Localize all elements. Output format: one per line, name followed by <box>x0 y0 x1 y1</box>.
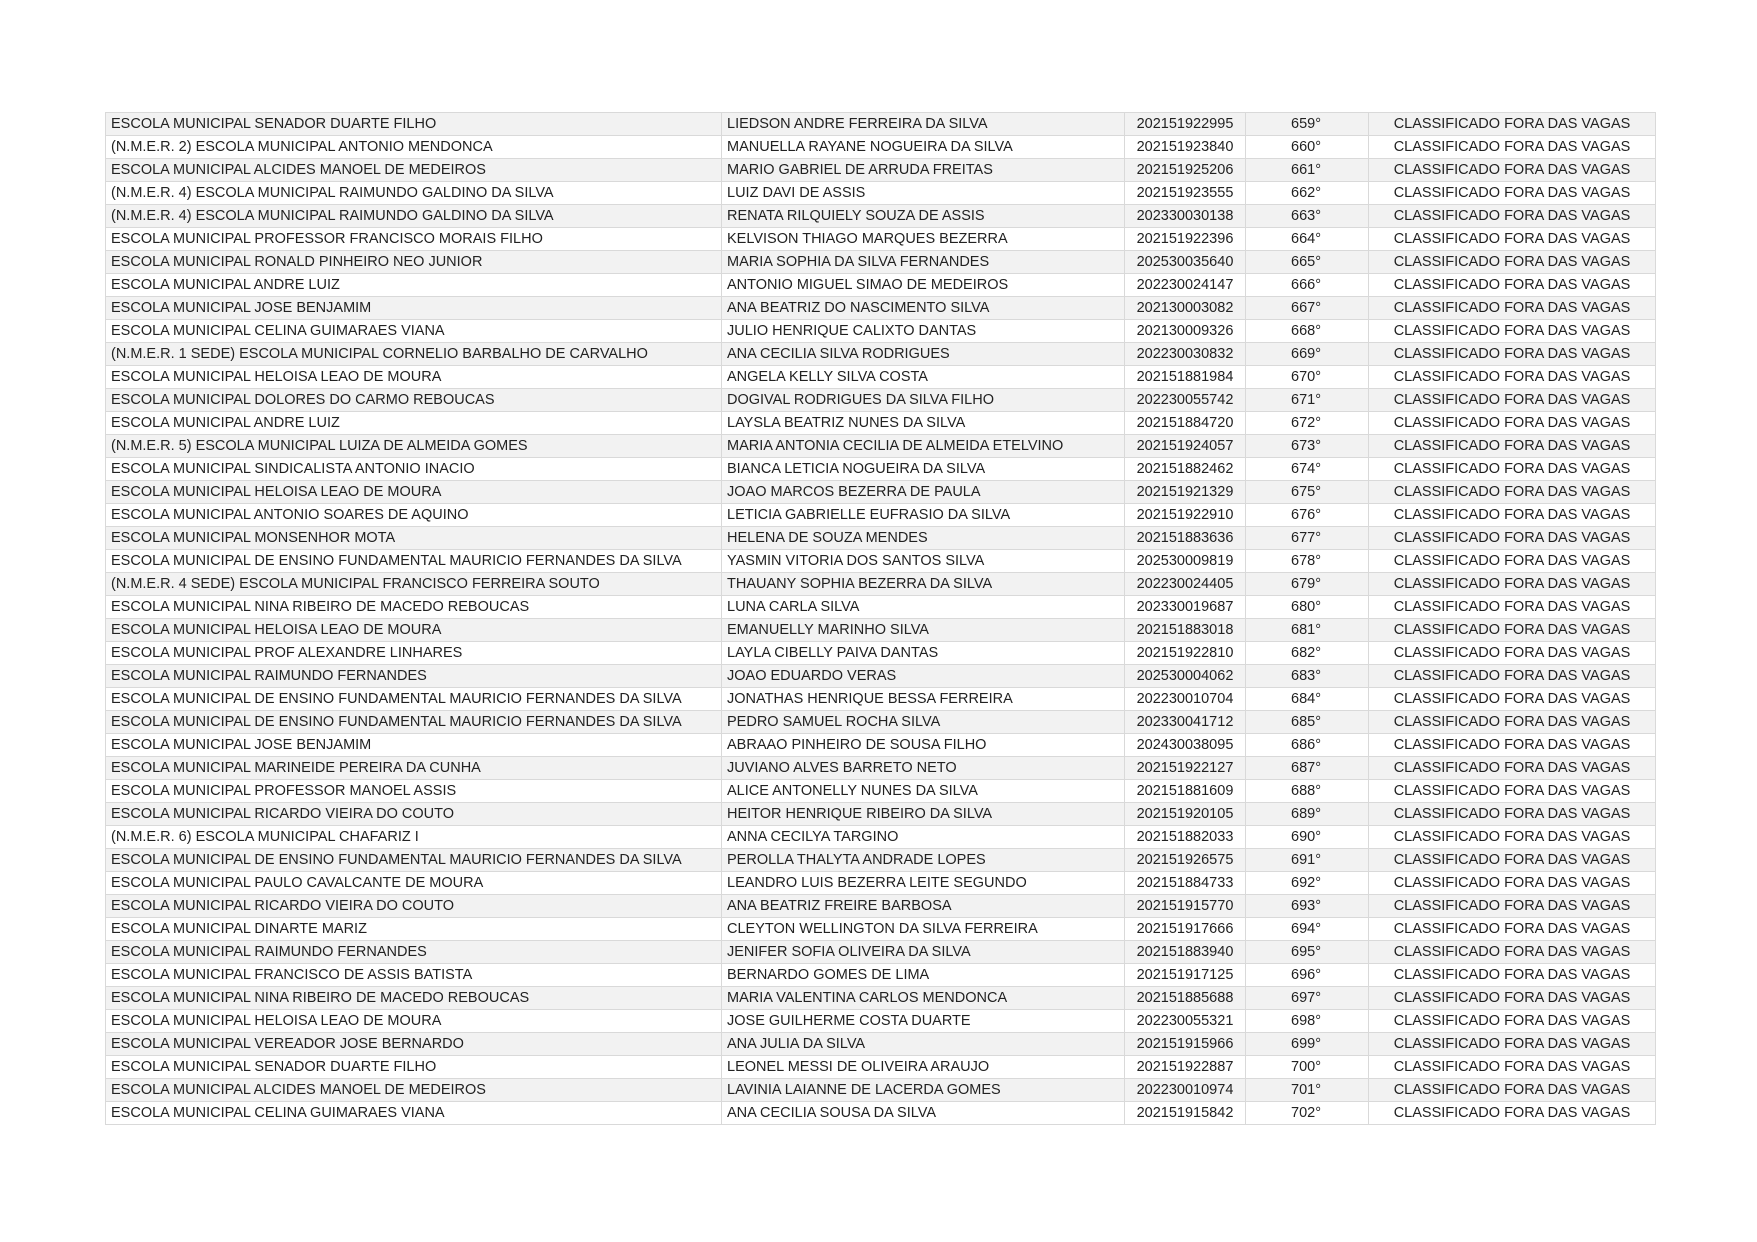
rank-cell: 670° <box>1246 366 1369 389</box>
status-cell: CLASSIFICADO FORA DAS VAGAS <box>1369 849 1656 872</box>
table-row <box>106 550 1656 573</box>
registration-cell: 202151882462 <box>1125 458 1246 481</box>
school-cell: ESCOLA MUNICIPAL SENADOR DUARTE FILHO <box>106 1056 722 1079</box>
classification-table <box>105 112 1656 1125</box>
rank-cell: 679° <box>1246 573 1369 596</box>
school-cell: ESCOLA MUNICIPAL DE ENSINO FUNDAMENTAL MAURICIO FERNANDES DA SILVA <box>106 711 722 734</box>
student-name-cell: JOAO EDUARDO VERAS <box>722 665 1125 688</box>
table-row <box>106 734 1656 757</box>
registration-cell: 202151926575 <box>1125 849 1246 872</box>
school-cell: ESCOLA MUNICIPAL HELOISA LEAO DE MOURA <box>106 481 722 504</box>
rank-cell: 659° <box>1246 113 1369 136</box>
table-row <box>106 251 1656 274</box>
rank-cell: 666° <box>1246 274 1369 297</box>
registration-cell: 202151915770 <box>1125 895 1246 918</box>
school-cell: ESCOLA MUNICIPAL ANDRE LUIZ <box>106 274 722 297</box>
rank-cell: 661° <box>1246 159 1369 182</box>
table-row <box>106 665 1656 688</box>
table-row <box>106 1102 1656 1125</box>
student-name-cell: LEONEL MESSI DE OLIVEIRA ARAUJO <box>722 1056 1125 1079</box>
table-row <box>106 297 1656 320</box>
student-name-cell: PEROLLA THALYTA ANDRADE LOPES <box>722 849 1125 872</box>
table-row <box>106 964 1656 987</box>
registration-cell: 202230024405 <box>1125 573 1246 596</box>
table-row <box>106 573 1656 596</box>
student-name-cell: RENATA RILQUIELY SOUZA DE ASSIS <box>722 205 1125 228</box>
registration-cell: 202151884733 <box>1125 872 1246 895</box>
rank-cell: 695° <box>1246 941 1369 964</box>
student-name-cell: ANA JULIA DA SILVA <box>722 1033 1125 1056</box>
rank-cell: 662° <box>1246 182 1369 205</box>
rank-cell: 676° <box>1246 504 1369 527</box>
registration-cell: 202330041712 <box>1125 711 1246 734</box>
table-row <box>106 228 1656 251</box>
table-row <box>106 366 1656 389</box>
table-row <box>106 504 1656 527</box>
status-cell: CLASSIFICADO FORA DAS VAGAS <box>1369 320 1656 343</box>
table-body <box>106 113 1656 1125</box>
student-name-cell: JOAO MARCOS BEZERRA DE PAULA <box>722 481 1125 504</box>
status-cell: CLASSIFICADO FORA DAS VAGAS <box>1369 596 1656 619</box>
registration-cell: 202151922910 <box>1125 504 1246 527</box>
student-name-cell: MANUELLA RAYANE NOGUEIRA DA SILVA <box>722 136 1125 159</box>
school-cell: ESCOLA MUNICIPAL ANTONIO SOARES DE AQUINO <box>106 504 722 527</box>
status-cell: CLASSIFICADO FORA DAS VAGAS <box>1369 918 1656 941</box>
rank-cell: 663° <box>1246 205 1369 228</box>
status-cell: CLASSIFICADO FORA DAS VAGAS <box>1369 665 1656 688</box>
registration-cell: 202330030138 <box>1125 205 1246 228</box>
student-name-cell: LIEDSON ANDRE FERREIRA DA SILVA <box>722 113 1125 136</box>
rank-cell: 680° <box>1246 596 1369 619</box>
table-row <box>106 711 1656 734</box>
school-cell: ESCOLA MUNICIPAL PAULO CAVALCANTE DE MOURA <box>106 872 722 895</box>
student-name-cell: LETICIA GABRIELLE EUFRASIO DA SILVA <box>722 504 1125 527</box>
rank-cell: 672° <box>1246 412 1369 435</box>
school-cell: ESCOLA MUNICIPAL VEREADOR JOSE BERNARDO <box>106 1033 722 1056</box>
status-cell: CLASSIFICADO FORA DAS VAGAS <box>1369 1010 1656 1033</box>
registration-cell: 202151920105 <box>1125 803 1246 826</box>
table-row <box>106 688 1656 711</box>
rank-cell: 687° <box>1246 757 1369 780</box>
table-row <box>106 849 1656 872</box>
school-cell: ESCOLA MUNICIPAL JOSE BENJAMIM <box>106 297 722 320</box>
rank-cell: 674° <box>1246 458 1369 481</box>
school-cell: ESCOLA MUNICIPAL NINA RIBEIRO DE MACEDO REBOUCAS <box>106 987 722 1010</box>
student-name-cell: LAVINIA LAIANNE DE LACERDA GOMES <box>722 1079 1125 1102</box>
status-cell: CLASSIFICADO FORA DAS VAGAS <box>1369 642 1656 665</box>
school-cell: ESCOLA MUNICIPAL RAIMUNDO FERNANDES <box>106 665 722 688</box>
rank-cell: 682° <box>1246 642 1369 665</box>
rank-cell: 700° <box>1246 1056 1369 1079</box>
student-name-cell: LAYLA CIBELLY PAIVA DANTAS <box>722 642 1125 665</box>
status-cell: CLASSIFICADO FORA DAS VAGAS <box>1369 228 1656 251</box>
rank-cell: 660° <box>1246 136 1369 159</box>
table-row <box>106 596 1656 619</box>
registration-cell: 202151883940 <box>1125 941 1246 964</box>
table-row <box>106 320 1656 343</box>
student-name-cell: ANA CECILIA SOUSA DA SILVA <box>722 1102 1125 1125</box>
registration-cell: 202151924057 <box>1125 435 1246 458</box>
status-cell: CLASSIFICADO FORA DAS VAGAS <box>1369 389 1656 412</box>
school-cell: ESCOLA MUNICIPAL RAIMUNDO FERNANDES <box>106 941 722 964</box>
registration-cell: 202530035640 <box>1125 251 1246 274</box>
registration-cell: 202151883018 <box>1125 619 1246 642</box>
student-name-cell: ANTONIO MIGUEL SIMAO DE MEDEIROS <box>722 274 1125 297</box>
registration-cell: 202151915842 <box>1125 1102 1246 1125</box>
status-cell: CLASSIFICADO FORA DAS VAGAS <box>1369 113 1656 136</box>
table-row <box>106 1079 1656 1102</box>
school-cell: ESCOLA MUNICIPAL HELOISA LEAO DE MOURA <box>106 366 722 389</box>
school-cell: ESCOLA MUNICIPAL DE ENSINO FUNDAMENTAL MAURICIO FERNANDES DA SILVA <box>106 849 722 872</box>
rank-cell: 691° <box>1246 849 1369 872</box>
table-row <box>106 527 1656 550</box>
status-cell: CLASSIFICADO FORA DAS VAGAS <box>1369 458 1656 481</box>
status-cell: CLASSIFICADO FORA DAS VAGAS <box>1369 205 1656 228</box>
school-cell: ESCOLA MUNICIPAL DE ENSINO FUNDAMENTAL MAURICIO FERNANDES DA SILVA <box>106 688 722 711</box>
table-row <box>106 826 1656 849</box>
school-cell: ESCOLA MUNICIPAL SENADOR DUARTE FILHO <box>106 113 722 136</box>
rank-cell: 692° <box>1246 872 1369 895</box>
school-cell: (N.M.E.R. 6) ESCOLA MUNICIPAL CHAFARIZ I <box>106 826 722 849</box>
table-row <box>106 895 1656 918</box>
status-cell: CLASSIFICADO FORA DAS VAGAS <box>1369 527 1656 550</box>
rank-cell: 675° <box>1246 481 1369 504</box>
student-name-cell: ANGELA KELLY SILVA COSTA <box>722 366 1125 389</box>
rank-cell: 669° <box>1246 343 1369 366</box>
school-cell: ESCOLA MUNICIPAL SINDICALISTA ANTONIO INACIO <box>106 458 722 481</box>
status-cell: CLASSIFICADO FORA DAS VAGAS <box>1369 780 1656 803</box>
table-row <box>106 987 1656 1010</box>
school-cell: (N.M.E.R. 2) ESCOLA MUNICIPAL ANTONIO MENDONCA <box>106 136 722 159</box>
status-cell: CLASSIFICADO FORA DAS VAGAS <box>1369 297 1656 320</box>
rank-cell: 689° <box>1246 803 1369 826</box>
status-cell: CLASSIFICADO FORA DAS VAGAS <box>1369 941 1656 964</box>
school-cell: ESCOLA MUNICIPAL DINARTE MARIZ <box>106 918 722 941</box>
rank-cell: 664° <box>1246 228 1369 251</box>
school-cell: ESCOLA MUNICIPAL RICARDO VIEIRA DO COUTO <box>106 803 722 826</box>
school-cell: ESCOLA MUNICIPAL MARINEIDE PEREIRA DA CUNHA <box>106 757 722 780</box>
rank-cell: 699° <box>1246 1033 1369 1056</box>
registration-cell: 202230010704 <box>1125 688 1246 711</box>
status-cell: CLASSIFICADO FORA DAS VAGAS <box>1369 481 1656 504</box>
registration-cell: 202230030832 <box>1125 343 1246 366</box>
student-name-cell: LUNA CARLA SILVA <box>722 596 1125 619</box>
student-name-cell: KELVISON THIAGO MARQUES BEZERRA <box>722 228 1125 251</box>
rank-cell: 685° <box>1246 711 1369 734</box>
school-cell: ESCOLA MUNICIPAL HELOISA LEAO DE MOURA <box>106 619 722 642</box>
student-name-cell: JONATHAS HENRIQUE BESSA FERREIRA <box>722 688 1125 711</box>
rank-cell: 684° <box>1246 688 1369 711</box>
registration-cell: 202130003082 <box>1125 297 1246 320</box>
school-cell: ESCOLA MUNICIPAL RONALD PINHEIRO NEO JUNIOR <box>106 251 722 274</box>
rank-cell: 697° <box>1246 987 1369 1010</box>
rank-cell: 702° <box>1246 1102 1369 1125</box>
status-cell: CLASSIFICADO FORA DAS VAGAS <box>1369 619 1656 642</box>
registration-cell: 202530009819 <box>1125 550 1246 573</box>
registration-cell: 202151885688 <box>1125 987 1246 1010</box>
table-row <box>106 757 1656 780</box>
table-row <box>106 872 1656 895</box>
status-cell: CLASSIFICADO FORA DAS VAGAS <box>1369 366 1656 389</box>
school-cell: (N.M.E.R. 4 SEDE) ESCOLA MUNICIPAL FRANCISCO FERREIRA SOUTO <box>106 573 722 596</box>
rank-cell: 677° <box>1246 527 1369 550</box>
school-cell: ESCOLA MUNICIPAL PROFESSOR MANOEL ASSIS <box>106 780 722 803</box>
registration-cell: 202151922127 <box>1125 757 1246 780</box>
status-cell: CLASSIFICADO FORA DAS VAGAS <box>1369 1079 1656 1102</box>
student-name-cell: CLEYTON WELLINGTON DA SILVA FERREIRA <box>722 918 1125 941</box>
rank-cell: 688° <box>1246 780 1369 803</box>
rank-cell: 690° <box>1246 826 1369 849</box>
school-cell: ESCOLA MUNICIPAL MONSENHOR MOTA <box>106 527 722 550</box>
registration-cell: 202151917125 <box>1125 964 1246 987</box>
registration-cell: 202430038095 <box>1125 734 1246 757</box>
table-row <box>106 481 1656 504</box>
student-name-cell: ANA BEATRIZ DO NASCIMENTO SILVA <box>722 297 1125 320</box>
student-name-cell: JENIFER SOFIA OLIVEIRA DA SILVA <box>722 941 1125 964</box>
status-cell: CLASSIFICADO FORA DAS VAGAS <box>1369 895 1656 918</box>
school-cell: ESCOLA MUNICIPAL RICARDO VIEIRA DO COUTO <box>106 895 722 918</box>
table-row <box>106 941 1656 964</box>
student-name-cell: ABRAAO PINHEIRO DE SOUSA FILHO <box>722 734 1125 757</box>
table-row <box>106 780 1656 803</box>
status-cell: CLASSIFICADO FORA DAS VAGAS <box>1369 757 1656 780</box>
student-name-cell: MARIA ANTONIA CECILIA DE ALMEIDA ETELVINO <box>722 435 1125 458</box>
school-cell: ESCOLA MUNICIPAL JOSE BENJAMIM <box>106 734 722 757</box>
registration-cell: 202151881609 <box>1125 780 1246 803</box>
school-cell: ESCOLA MUNICIPAL NINA RIBEIRO DE MACEDO REBOUCAS <box>106 596 722 619</box>
status-cell: CLASSIFICADO FORA DAS VAGAS <box>1369 734 1656 757</box>
rank-cell: 686° <box>1246 734 1369 757</box>
registration-cell: 202151881984 <box>1125 366 1246 389</box>
table-row <box>106 182 1656 205</box>
rank-cell: 683° <box>1246 665 1369 688</box>
rank-cell: 668° <box>1246 320 1369 343</box>
school-cell: ESCOLA MUNICIPAL ANDRE LUIZ <box>106 412 722 435</box>
student-name-cell: MARIA VALENTINA CARLOS MENDONCA <box>722 987 1125 1010</box>
table-row <box>106 435 1656 458</box>
status-cell: CLASSIFICADO FORA DAS VAGAS <box>1369 573 1656 596</box>
rank-cell: 696° <box>1246 964 1369 987</box>
status-cell: CLASSIFICADO FORA DAS VAGAS <box>1369 251 1656 274</box>
student-name-cell: MARIA SOPHIA DA SILVA FERNANDES <box>722 251 1125 274</box>
registration-cell: 202230010974 <box>1125 1079 1246 1102</box>
status-cell: CLASSIFICADO FORA DAS VAGAS <box>1369 1033 1656 1056</box>
rank-cell: 694° <box>1246 918 1369 941</box>
status-cell: CLASSIFICADO FORA DAS VAGAS <box>1369 343 1656 366</box>
school-cell: ESCOLA MUNICIPAL ALCIDES MANOEL DE MEDEIROS <box>106 1079 722 1102</box>
registration-cell: 202151923555 <box>1125 182 1246 205</box>
status-cell: CLASSIFICADO FORA DAS VAGAS <box>1369 964 1656 987</box>
table-row <box>106 1010 1656 1033</box>
student-name-cell: EMANUELLY MARINHO SILVA <box>722 619 1125 642</box>
student-name-cell: LEANDRO LUIS BEZERRA LEITE SEGUNDO <box>722 872 1125 895</box>
student-name-cell: HEITOR HENRIQUE RIBEIRO DA SILVA <box>722 803 1125 826</box>
student-name-cell: BERNARDO GOMES DE LIMA <box>722 964 1125 987</box>
status-cell: CLASSIFICADO FORA DAS VAGAS <box>1369 274 1656 297</box>
school-cell: ESCOLA MUNICIPAL CELINA GUIMARAES VIANA <box>106 320 722 343</box>
rank-cell: 681° <box>1246 619 1369 642</box>
status-cell: CLASSIFICADO FORA DAS VAGAS <box>1369 435 1656 458</box>
table-row <box>106 205 1656 228</box>
status-cell: CLASSIFICADO FORA DAS VAGAS <box>1369 688 1656 711</box>
student-name-cell: ANNA CECILYA TARGINO <box>722 826 1125 849</box>
registration-cell: 202151922995 <box>1125 113 1246 136</box>
student-name-cell: LUIZ DAVI DE ASSIS <box>722 182 1125 205</box>
table-row <box>106 642 1656 665</box>
school-cell: (N.M.E.R. 4) ESCOLA MUNICIPAL RAIMUNDO GALDINO DA SILVA <box>106 205 722 228</box>
school-cell: (N.M.E.R. 5) ESCOLA MUNICIPAL LUIZA DE ALMEIDA GOMES <box>106 435 722 458</box>
registration-cell: 202151915966 <box>1125 1033 1246 1056</box>
school-cell: (N.M.E.R. 1 SEDE) ESCOLA MUNICIPAL CORNELIO BARBALHO DE CARVALHO <box>106 343 722 366</box>
status-cell: CLASSIFICADO FORA DAS VAGAS <box>1369 987 1656 1010</box>
status-cell: CLASSIFICADO FORA DAS VAGAS <box>1369 826 1656 849</box>
table-row <box>106 159 1656 182</box>
table-row <box>106 412 1656 435</box>
student-name-cell: ANA CECILIA SILVA RODRIGUES <box>722 343 1125 366</box>
school-cell: ESCOLA MUNICIPAL FRANCISCO DE ASSIS BATISTA <box>106 964 722 987</box>
table-row <box>106 458 1656 481</box>
student-name-cell: MARIO GABRIEL DE ARRUDA FREITAS <box>722 159 1125 182</box>
registration-cell: 202151883636 <box>1125 527 1246 550</box>
status-cell: CLASSIFICADO FORA DAS VAGAS <box>1369 872 1656 895</box>
registration-cell: 202230055321 <box>1125 1010 1246 1033</box>
status-cell: CLASSIFICADO FORA DAS VAGAS <box>1369 1056 1656 1079</box>
registration-cell: 202530004062 <box>1125 665 1246 688</box>
table-row <box>106 619 1656 642</box>
student-name-cell: ALICE ANTONELLY NUNES DA SILVA <box>722 780 1125 803</box>
rank-cell: 665° <box>1246 251 1369 274</box>
registration-cell: 202151882033 <box>1125 826 1246 849</box>
registration-cell: 202130009326 <box>1125 320 1246 343</box>
registration-cell: 202151884720 <box>1125 412 1246 435</box>
student-name-cell: JULIO HENRIQUE CALIXTO DANTAS <box>722 320 1125 343</box>
student-name-cell: JOSE GUILHERME COSTA DUARTE <box>722 1010 1125 1033</box>
rank-cell: 673° <box>1246 435 1369 458</box>
status-cell: CLASSIFICADO FORA DAS VAGAS <box>1369 159 1656 182</box>
rank-cell: 698° <box>1246 1010 1369 1033</box>
student-name-cell: THAUANY SOPHIA BEZERRA DA SILVA <box>722 573 1125 596</box>
status-cell: CLASSIFICADO FORA DAS VAGAS <box>1369 504 1656 527</box>
table-row <box>106 274 1656 297</box>
student-name-cell: ANA BEATRIZ FREIRE BARBOSA <box>722 895 1125 918</box>
student-name-cell: DOGIVAL RODRIGUES DA SILVA FILHO <box>722 389 1125 412</box>
rank-cell: 701° <box>1246 1079 1369 1102</box>
rank-cell: 678° <box>1246 550 1369 573</box>
registration-cell: 202151921329 <box>1125 481 1246 504</box>
table-row <box>106 1056 1656 1079</box>
student-name-cell: PEDRO SAMUEL ROCHA SILVA <box>722 711 1125 734</box>
student-name-cell: YASMIN VITORIA DOS SANTOS SILVA <box>722 550 1125 573</box>
registration-cell: 202230055742 <box>1125 389 1246 412</box>
registration-cell: 202151923840 <box>1125 136 1246 159</box>
table-row <box>106 918 1656 941</box>
status-cell: CLASSIFICADO FORA DAS VAGAS <box>1369 1102 1656 1125</box>
registration-cell: 202151922887 <box>1125 1056 1246 1079</box>
table-row <box>106 389 1656 412</box>
registration-cell: 202151917666 <box>1125 918 1246 941</box>
status-cell: CLASSIFICADO FORA DAS VAGAS <box>1369 550 1656 573</box>
status-cell: CLASSIFICADO FORA DAS VAGAS <box>1369 136 1656 159</box>
student-name-cell: BIANCA LETICIA NOGUEIRA DA SILVA <box>722 458 1125 481</box>
registration-cell: 202151925206 <box>1125 159 1246 182</box>
rank-cell: 693° <box>1246 895 1369 918</box>
school-cell: ESCOLA MUNICIPAL PROFESSOR FRANCISCO MORAIS FILHO <box>106 228 722 251</box>
registration-cell: 202330019687 <box>1125 596 1246 619</box>
registration-cell: 202151922396 <box>1125 228 1246 251</box>
school-cell: ESCOLA MUNICIPAL DOLORES DO CARMO REBOUCAS <box>106 389 722 412</box>
status-cell: CLASSIFICADO FORA DAS VAGAS <box>1369 803 1656 826</box>
rank-cell: 667° <box>1246 297 1369 320</box>
student-name-cell: JUVIANO ALVES BARRETO NETO <box>722 757 1125 780</box>
school-cell: ESCOLA MUNICIPAL DE ENSINO FUNDAMENTAL MAURICIO FERNANDES DA SILVA <box>106 550 722 573</box>
rank-cell: 671° <box>1246 389 1369 412</box>
table-row <box>106 1033 1656 1056</box>
registration-cell: 202230024147 <box>1125 274 1246 297</box>
student-name-cell: LAYSLA BEATRIZ NUNES DA SILVA <box>722 412 1125 435</box>
school-cell: ESCOLA MUNICIPAL ALCIDES MANOEL DE MEDEIROS <box>106 159 722 182</box>
school-cell: ESCOLA MUNICIPAL HELOISA LEAO DE MOURA <box>106 1010 722 1033</box>
table-row <box>106 113 1656 136</box>
registration-cell: 202151922810 <box>1125 642 1246 665</box>
school-cell: (N.M.E.R. 4) ESCOLA MUNICIPAL RAIMUNDO GALDINO DA SILVA <box>106 182 722 205</box>
table-row <box>106 343 1656 366</box>
school-cell: ESCOLA MUNICIPAL PROF ALEXANDRE LINHARES <box>106 642 722 665</box>
table-row <box>106 803 1656 826</box>
status-cell: CLASSIFICADO FORA DAS VAGAS <box>1369 711 1656 734</box>
status-cell: CLASSIFICADO FORA DAS VAGAS <box>1369 412 1656 435</box>
school-cell: ESCOLA MUNICIPAL CELINA GUIMARAES VIANA <box>106 1102 722 1125</box>
student-name-cell: HELENA DE SOUZA MENDES <box>722 527 1125 550</box>
table-row <box>106 136 1656 159</box>
status-cell: CLASSIFICADO FORA DAS VAGAS <box>1369 182 1656 205</box>
